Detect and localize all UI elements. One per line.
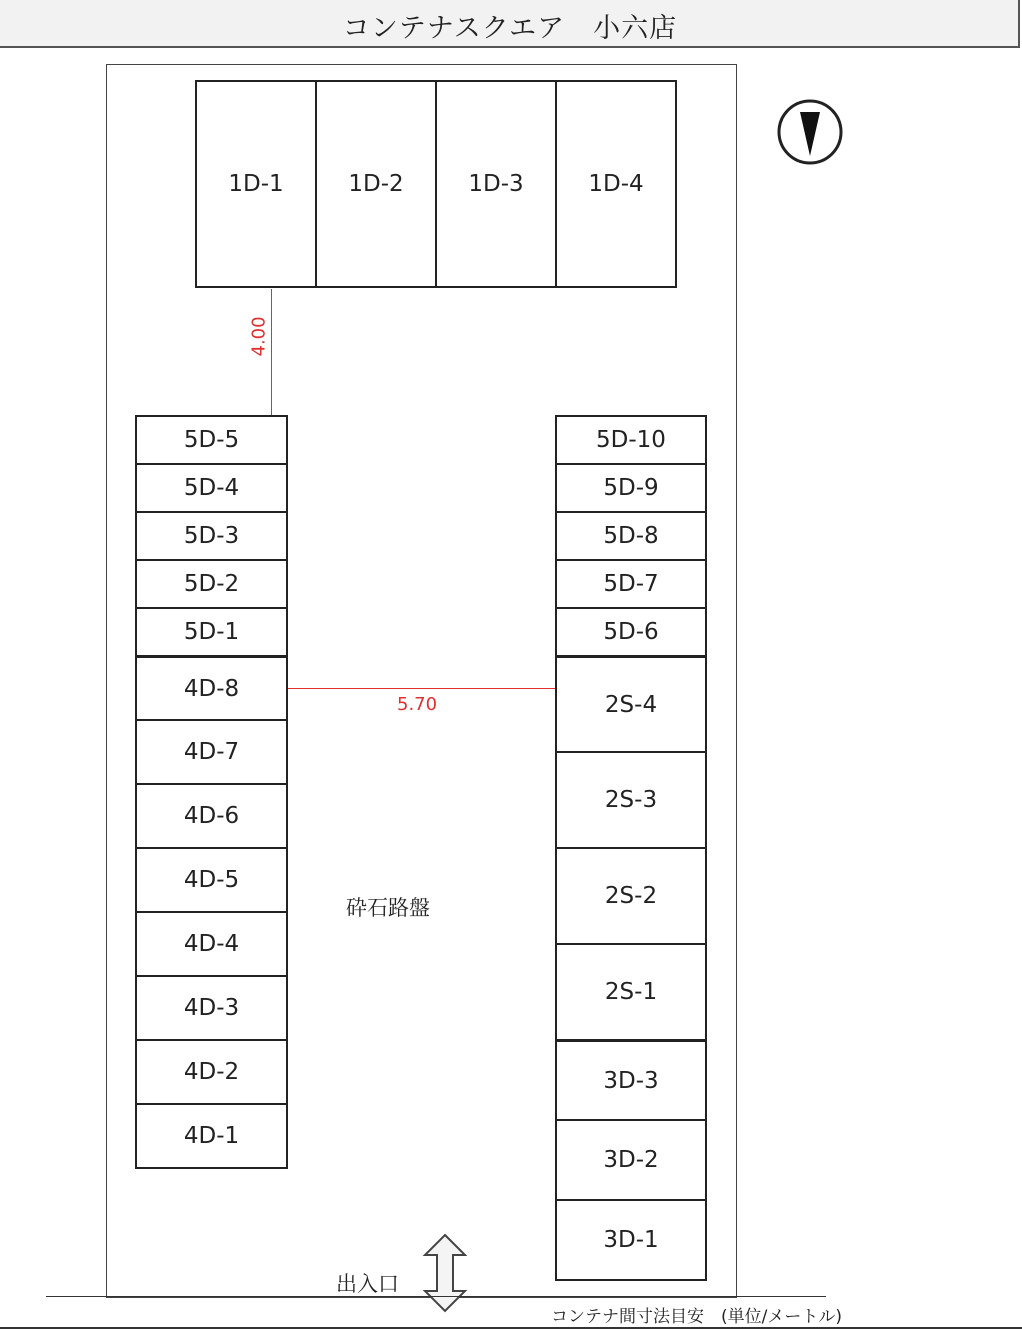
unit-2s-4[interactable]: 2S-4 (556, 656, 706, 752)
unit-3d-2[interactable]: 3D-2 (556, 1120, 706, 1200)
unit-4d-3[interactable]: 4D-3 (136, 976, 287, 1040)
unit-5d-2[interactable]: 5D-2 (136, 560, 287, 608)
entrance-label: 出入口 (336, 1272, 399, 1296)
surface-label: 砕石路盤 (346, 896, 430, 920)
unit-2s-1[interactable]: 2S-1 (556, 944, 706, 1040)
unit-5d-6[interactable]: 5D-6 (556, 608, 706, 656)
ground-line (46, 1296, 826, 1297)
dimension-vertical: 4.00 (248, 316, 270, 357)
north-arrow-icon (776, 98, 844, 166)
unit-4d-6[interactable]: 4D-6 (136, 784, 287, 848)
page-title: コンテナスクエア 小六店 (342, 13, 678, 44)
dimension-line-vertical (271, 289, 272, 416)
unit-1d-1[interactable]: 1D-1 (195, 80, 317, 288)
double-arrow-icon (422, 1233, 468, 1313)
unit-note: コンテナ間寸法目安 (単位/メートル) (551, 1307, 842, 1327)
unit-5d-1[interactable]: 5D-1 (136, 608, 287, 656)
dimension-line-horizontal (288, 688, 556, 689)
unit-2s-3[interactable]: 2S-3 (556, 752, 706, 848)
unit-1d-4[interactable]: 1D-4 (555, 80, 677, 288)
unit-5d-10[interactable]: 5D-10 (556, 416, 706, 464)
unit-4d-4[interactable]: 4D-4 (136, 912, 287, 976)
unit-5d-3[interactable]: 5D-3 (136, 512, 287, 560)
unit-3d-3[interactable]: 3D-3 (556, 1040, 706, 1120)
unit-1d-3[interactable]: 1D-3 (435, 80, 557, 288)
unit-5d-4[interactable]: 5D-4 (136, 464, 287, 512)
unit-4d-8[interactable]: 4D-8 (136, 656, 287, 720)
unit-4d-7[interactable]: 4D-7 (136, 720, 287, 784)
unit-4d-5[interactable]: 4D-5 (136, 848, 287, 912)
unit-5d-9[interactable]: 5D-9 (556, 464, 706, 512)
unit-5d-5[interactable]: 5D-5 (136, 416, 287, 464)
unit-5d-8[interactable]: 5D-8 (556, 512, 706, 560)
unit-1d-2[interactable]: 1D-2 (315, 80, 437, 288)
unit-2s-2[interactable]: 2S-2 (556, 848, 706, 944)
unit-4d-2[interactable]: 4D-2 (136, 1040, 287, 1104)
unit-5d-7[interactable]: 5D-7 (556, 560, 706, 608)
unit-4d-1[interactable]: 4D-1 (136, 1104, 287, 1168)
dimension-horizontal: 5.70 (397, 694, 438, 715)
unit-3d-1[interactable]: 3D-1 (556, 1200, 706, 1280)
